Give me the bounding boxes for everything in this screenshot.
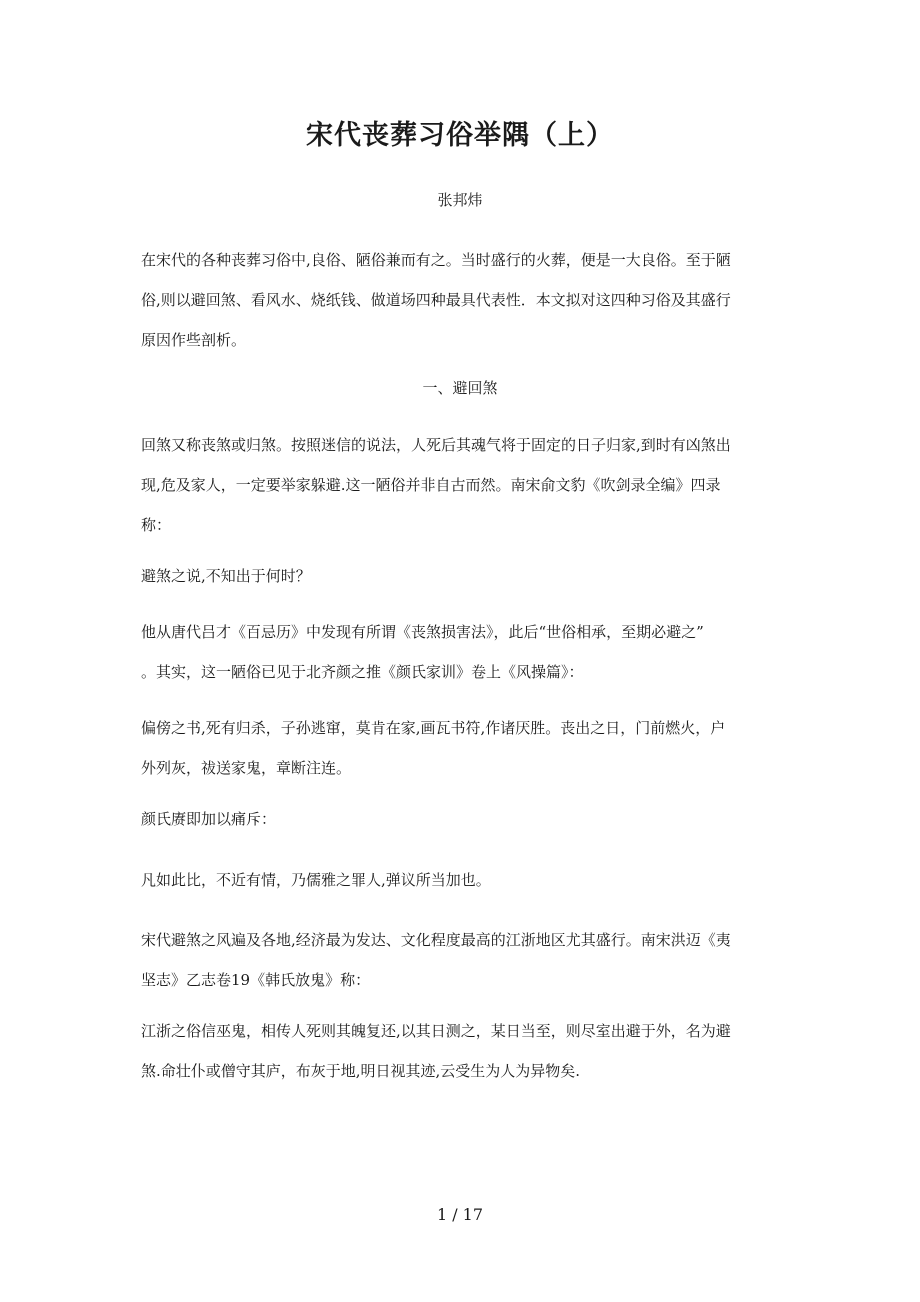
text-line: 称：: [141, 516, 172, 534]
text-line: 他从唐代吕才《百忌历》中发现有所谓《丧煞损害法》，此后“世俗相承，至期必避之”: [141, 623, 704, 641]
section-heading: 一、避回煞: [422, 379, 498, 397]
page-number: 1 / 17: [436, 1205, 484, 1224]
text-line: 颜氏赓即加以痛斥：: [141, 810, 277, 828]
text-line: 外列灰，祓送家鬼，章断注连。: [141, 759, 352, 777]
text-line: 坚志》乙志卷19《韩氏放鬼》称：: [141, 971, 371, 989]
quote-paragraph-1: [141, 708, 781, 788]
paragraph-5: [141, 920, 781, 1000]
text-line: 江浙之俗信巫鬼，相传人死则其魄复还,以其日测之，某日当至，则尽室出避于外，名为避: [141, 1022, 731, 1040]
text-line: 煞.命壮仆或僧守其庐，布灰于地,明日视其迹,云受生为人为异物矣.: [141, 1062, 581, 1080]
text-line: 偏傍之书,死有归杀，子孙逃窜，莫肯在家,画瓦书符,作诸厌胜。丧出之日，门前燃火，户: [141, 719, 726, 737]
paragraph-1: [141, 425, 781, 545]
author-name: 张邦炜: [437, 191, 483, 209]
quote-paragraph-2: [141, 860, 781, 900]
text-line: 回煞又称丧煞或归煞。按照迷信的说法，人死后其魂气将于固定的日子归家,到时有凶煞出: [141, 436, 731, 454]
text-line: 现,危及家人，一定要举家躲避.这一陋俗并非自古而然。南宋俞文豹《吹剑录全编》四录: [141, 476, 721, 494]
paragraph-4: [141, 799, 781, 839]
text-line: 原因作些剖析。: [141, 331, 247, 349]
text-line: 俗,则以避回煞、看风水、烧纸钱、做道场四种最具代表性．本文拟对这四种习俗及其盛行: [141, 291, 731, 309]
text-line: 宋代避煞之风遍及各地,经济最为发达、文化程度最高的江浙地区尤其盛行。南宋洪迈《夷: [141, 931, 731, 949]
text-line: 在宋代的各种丧葬习俗中,良俗、陋俗兼而有之。当时盛行的火葬，便是一大良俗。至于陋: [141, 251, 731, 269]
text-line: 。其实，这一陋俗已见于北齐颜之推《颜氏家训》卷上《风操篇》：: [141, 663, 584, 681]
text-line: 凡如此比，不近有情，乃儒雅之罪人,弹议所当加也。: [141, 871, 491, 889]
paragraph-2: [141, 556, 781, 596]
document-title: 宋代丧葬习俗举隅（上）: [306, 120, 614, 151]
intro-paragraph: [141, 240, 781, 360]
quote-paragraph-3: [141, 1011, 781, 1091]
paragraph-3: [141, 612, 781, 692]
text-line: 避煞之说,不知出于何时？: [141, 567, 311, 585]
